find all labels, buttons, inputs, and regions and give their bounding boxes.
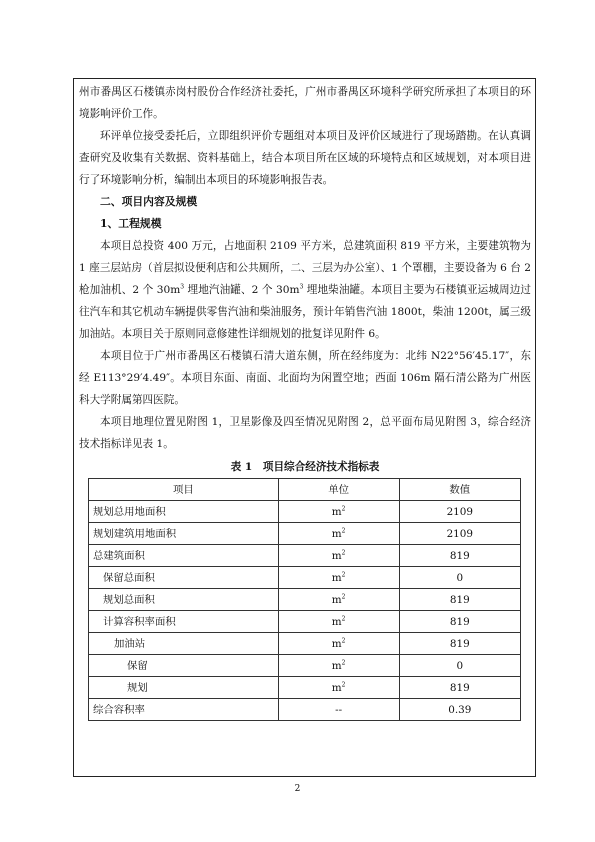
cell-value: 2109: [399, 501, 520, 523]
cell-item: 保留: [89, 655, 279, 677]
cell-value: 0.39: [399, 699, 520, 721]
table-row: [89, 677, 521, 699]
unit-base: m: [331, 505, 342, 518]
table-header-row: [89, 479, 521, 501]
paragraph-intro-continuation: 州市番禺区石楼镇赤岗村股份合作经济社委托，广州市番禺区环境科学研究所承担了本项目的环境影响评价工作。: [79, 86, 531, 120]
cell-item: 规划总用地面积: [89, 501, 279, 523]
unit-base: m: [331, 549, 342, 562]
header-unit: 单位: [278, 479, 399, 501]
cell-value: 819: [399, 677, 520, 699]
cell-item: 保留总面积: [89, 567, 279, 589]
cell-value: 0: [399, 567, 520, 589]
cell-value: 819: [399, 545, 520, 567]
paragraph-figure-references: 本项目地理位置见附图 1，卫星影像及四至情况见附图 2，总平面布局见附图 3，综合经济技术指标详见表 1。: [79, 416, 531, 450]
table-row: [89, 655, 521, 677]
cell-unit: [278, 611, 399, 633]
cell-unit: [278, 523, 399, 545]
cell-value: 819: [399, 611, 520, 633]
cell-item: 总建筑面积: [89, 545, 279, 567]
table-row: [89, 699, 521, 721]
unit-superscript: 2: [341, 571, 346, 579]
unit-superscript: 2: [341, 527, 346, 535]
unit-base: m: [331, 681, 342, 694]
header-value: 数值: [399, 479, 520, 501]
project-scale-text-c: 埋地柴油罐。本项目主要为石楼镇亚运城周边过往汽车和其它机动车辆提供零售汽油和柴油服务，预计年销售汽油 1800t，柴油 1200t，属三级加油站。本项目关于原则同意修建性详细规划的批复详见附件 6。: [79, 284, 531, 340]
table-row: [89, 567, 521, 589]
project-scale-text-b: 埋地汽油罐、2 个 30m: [184, 284, 300, 296]
unit-base: m: [331, 637, 342, 650]
cell-item: 加油站: [89, 633, 279, 655]
unit-superscript: 2: [341, 615, 346, 623]
cell-item: 计算容积率面积: [89, 611, 279, 633]
indicator-table: [88, 478, 521, 721]
table-row: [89, 523, 521, 545]
unit-base: m: [331, 659, 342, 672]
cell-unit: [278, 677, 399, 699]
cell-unit: [278, 589, 399, 611]
page-number: 2: [294, 784, 301, 794]
unit-base: m: [331, 527, 342, 540]
unit-superscript: 2: [341, 549, 346, 557]
paragraph-project-scale: [79, 235, 531, 345]
table-row: [89, 611, 521, 633]
unit-superscript: 2: [341, 505, 346, 513]
paragraph-location: 本项目位于广州市番禺区石楼镇石清大道东侧，所在经纬度为：北纬 N22°56′45.17″，东经 E113°29′4.49″。本项目东面、南面、北面均为闲置空地；西面 106m 隔石清公路为广州医科大学附属第四医院。: [79, 350, 531, 406]
cell-item: 规划: [89, 677, 279, 699]
unit-base: --: [335, 703, 343, 716]
unit-superscript: 2: [341, 681, 346, 689]
cell-value: 0: [399, 655, 520, 677]
table-row: [89, 545, 521, 567]
table-row: [89, 501, 521, 523]
cell-item: 规划总面积: [89, 589, 279, 611]
section-heading: 二、项目内容及规模: [100, 195, 198, 208]
table-caption: 表 1 项目综合经济技术指标表: [230, 461, 380, 473]
cell-value: 819: [399, 589, 520, 611]
superscript-cubic-1: 3: [180, 283, 185, 291]
unit-superscript: 2: [341, 659, 346, 667]
cell-item: 规划建筑用地面积: [89, 523, 279, 545]
project-scale-text-a: 本项目总投资 400 万元，占地面积 2109 平方米，总建筑面积 819 平方米，主要建筑物为 1 座三层站房（首层拟设便利店和公共厕所，二、三层为办公室）、1 个罩棚，主要设备为 6 台 2 枪加油机、2 个 30m: [79, 240, 531, 296]
cell-unit: [278, 567, 399, 589]
header-item: 项目: [89, 479, 279, 501]
unit-base: m: [331, 593, 342, 606]
cell-unit: [278, 655, 399, 677]
unit-superscript: 2: [341, 593, 346, 601]
unit-superscript: 2: [341, 637, 346, 645]
paragraph-assessment-process: 环评单位接受委托后，立即组织评价专题组对本项目及评价区域进行了现场踏勘。在认真调查研究及收集有关数据、资料基础上，结合本项目所在区域的环境特点和区域规划，对本项目进行了环境影响分析，编制出本项目的环境影响报告表。: [79, 130, 531, 186]
cell-value: 819: [399, 633, 520, 655]
cell-unit: [278, 633, 399, 655]
unit-base: m: [331, 571, 342, 584]
table-row: [89, 633, 521, 655]
cell-unit: [278, 545, 399, 567]
cell-unit: [278, 501, 399, 523]
subsection-heading: 1、工程规模: [100, 217, 162, 230]
table-body: [89, 501, 521, 721]
cell-value: 2109: [399, 523, 520, 545]
cell-item: 综合容积率: [89, 699, 279, 721]
document-body: [79, 81, 531, 721]
cell-unit: [278, 699, 399, 721]
unit-base: m: [331, 615, 342, 628]
table-row: [89, 589, 521, 611]
superscript-cubic-2: 3: [299, 283, 304, 291]
